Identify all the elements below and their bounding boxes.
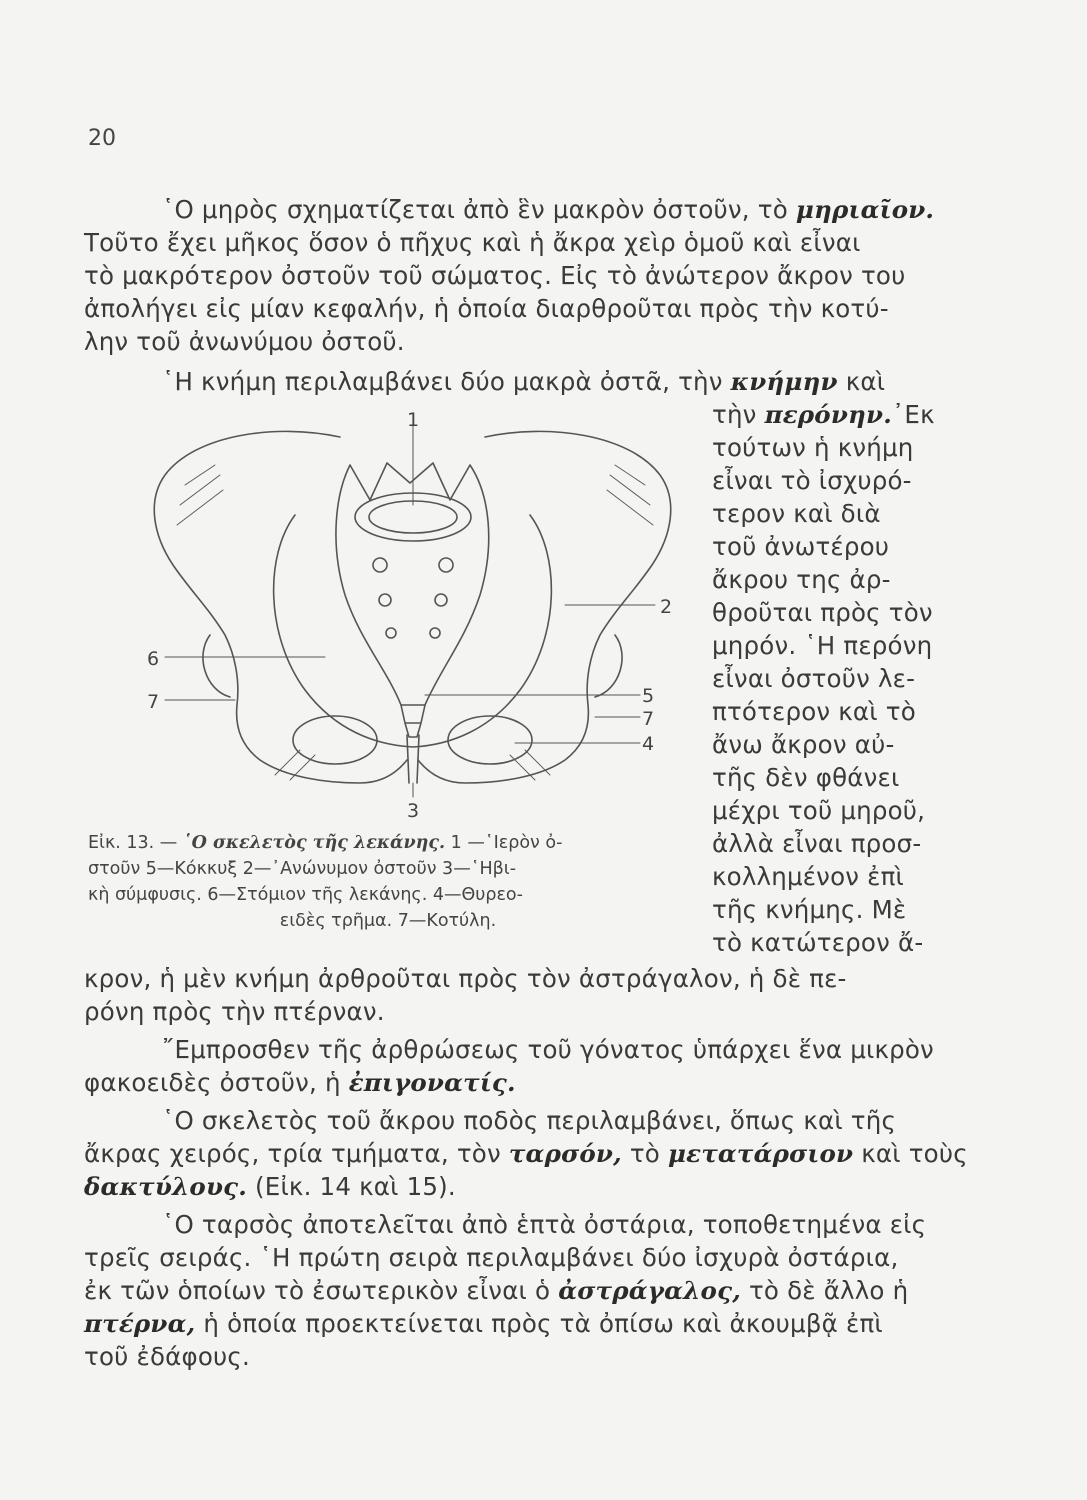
right-obturator-foramen <box>448 716 532 764</box>
pelvis-figure <box>125 405 700 830</box>
para2-line2: κρον, ἡ μὲν κνήμη ἀρθροῦται πρὸς τὸν ἀστράγαλον, ἡ δὲ πε- <box>84 964 847 993</box>
term-toes: δακτύλους. <box>84 1172 248 1201</box>
pubic-symphysis <box>407 735 419 783</box>
right-ilium <box>418 431 671 783</box>
fig-label-5: 5 <box>642 685 655 707</box>
left-obturator-foramen <box>293 716 377 764</box>
fig-label-7-left: 7 <box>147 691 160 713</box>
right-acetabulum <box>595 635 622 697</box>
para1-line4: ἀπολήγει εἰς μίαν κεφαλήν, ἡ ὁποία διαρθροῦται πρὸς τὴν κοτύ- <box>84 294 889 323</box>
left-ilium <box>154 431 407 783</box>
para2-side-line12: τῆς δὲν φθάνει <box>712 763 900 792</box>
term-fibula: περόνην. <box>764 400 892 429</box>
para1-line3: τὸ μακρότερον ὀστοῦν τοῦ σώματος. Εἰς τὸ ἀνώτερον ἄκρον του <box>84 261 906 290</box>
left-acetabulum <box>203 635 230 697</box>
para4-line3: δακτύλους. (Εἰκ. 14 καὶ 15). <box>84 1172 456 1201</box>
para2-side-line6: ἄκρου της ἀρ- <box>712 565 891 594</box>
para2-side-line8: μηρόν. ῾Η περόνη <box>712 631 933 660</box>
para2-side-line10: πτότερον καὶ τὸ <box>712 697 916 726</box>
caption-line2: στοῦν 5—Κόκκυξ 2—᾿Ανώνυμον ὀστοῦν 3—῾Ηβι- <box>88 859 517 879</box>
para1-line5: λην τοῦ ἀνωνύμου ὀστοῦ. <box>84 327 405 356</box>
para4-line2: ἄκρας χειρός, τρία τμήματα, τὸν ταρσόν, τὸ μετατάρσιον καὶ τοὺς <box>84 1139 968 1168</box>
para5-line3: ἐκ τῶν ὁποίων τὸ ἐσωτερικὸν εἶναι ὁ ἀστράγαλος, τὸ δὲ ἄλλο ἡ <box>84 1276 909 1305</box>
para5-line1: ῾Ο ταρσὸς ἀποτελεῖται ἀπὸ ἑπτὰ ὀστάρια, τοποθετημένα εἰς <box>162 1210 927 1239</box>
para3-line1: ῎Εμπροσθεν τῆς ἀρθρώσεως τοῦ γόνατος ὑπάρχει ἕνα μικρὸν <box>162 1035 934 1064</box>
para2-side-line5: τοῦ ἀνωτέρου <box>712 532 890 561</box>
para2-side-line9: εἶναι ὀστοῦν λε- <box>712 664 916 693</box>
caption-line3: κὴ σύμφυσις. 6—Στόμιον τῆς λεκάνης. 4—Θυρεο- <box>88 885 523 905</box>
para5-line2: τρεῖς σειράς. ῾Η πρώτη σειρὰ περιλαμβάνει δύο ἰσχυρὰ ὀστάρια, <box>84 1243 899 1272</box>
para2-side-line17: τὸ κατώτερον ἄ- <box>712 928 924 957</box>
sacrum <box>336 463 489 705</box>
para1-line1: ῾Ο μηρὸς σχηματίζεται ἀπὸ ἓν μακρὸν ὀστοῦν, τὸ μηριαῖον. <box>162 195 935 224</box>
fig-label-3: 3 <box>407 800 420 822</box>
pelvic-brim <box>274 515 552 747</box>
para2-side-line7: θροῦται πρὸς τὸν <box>712 598 933 627</box>
caption-line1: Εἰκ. 13. — ῾Ο σκελετὸς τῆς λεκάνης. 1 —῾Ιερὸν ὀ- <box>88 833 563 853</box>
para5-line4: πτέρνα, ἡ ὁποία προεκτείνεται πρὸς τὰ ὀπίσω καὶ ἀκουμβᾷ ἐπὶ <box>84 1309 883 1338</box>
para3-line2: φακοειδὲς ὀστοῦν, ἡ ἐπιγονατίς. <box>84 1068 516 1097</box>
para2-side-line13: μέχρι τοῦ μηροῦ, <box>712 796 926 825</box>
term-astragalus: ἀστράγαλος, <box>558 1276 741 1305</box>
term-metatarsus: μετατάρσιον <box>667 1139 854 1168</box>
para2-side-line3: εἶναι τὸ ἰσχυρό- <box>712 466 912 495</box>
caption-line4: ειδὲς τρῆμα. 7—Κοτύλη. <box>279 911 497 931</box>
para5-line5: τοῦ ἐδάφους. <box>84 1342 250 1371</box>
figure-caption <box>88 830 688 934</box>
term-patella: ἐπιγονατίς. <box>348 1068 516 1097</box>
para2-side-line11: ἄνω ἄκρον αὐ- <box>712 730 895 759</box>
term-tarsus: ταρσόν, <box>508 1139 622 1168</box>
fig-label-6: 6 <box>147 648 160 670</box>
coccyx <box>401 705 425 737</box>
para2-side-line15: κολλημένον ἐπὶ <box>712 862 905 891</box>
fig-label-4: 4 <box>642 733 655 755</box>
term-tibia: κνήμην <box>730 367 838 396</box>
caption-title: ῾Ο σκελετὸς τῆς λεκάνης. <box>182 833 446 853</box>
term-calcaneus: πτέρνα, <box>84 1309 196 1338</box>
term-femur: μηριαῖον. <box>795 195 935 224</box>
fig-label-1: 1 <box>407 409 420 431</box>
page-number: 20 <box>88 126 116 151</box>
pelvis-illustration <box>125 405 700 830</box>
fig-label-7-right: 7 <box>642 708 655 730</box>
para2-side-line2: τούτων ἡ κνήμη <box>712 433 914 462</box>
para2-side-line14: ἀλλὰ εἶναι προσ- <box>712 829 922 858</box>
para4-line1: ῾Ο σκελετὸς τοῦ ἄκρου ποδὸς περιλαμβάνει, ὅπως καὶ τῆς <box>162 1106 897 1135</box>
para2-line3: ρόνη πρὸς τὴν πτέρναν. <box>84 997 385 1026</box>
fig-label-2: 2 <box>660 596 673 618</box>
para2-line1: ῾Η κνήμη περιλαμβάνει δύο μακρὰ ὀστᾶ, τὴν κνήμην καὶ <box>162 367 886 396</box>
para2-side-line4: τερον καὶ διὰ <box>712 499 881 528</box>
para2-side-line1: τὴν περόνην.᾿Εκ <box>712 400 935 429</box>
para1-line2: Τοῦτο ἔχει μῆκος ὅσον ὁ πῆχυς καὶ ἡ ἄκρα χεὶρ ὁμοῦ καὶ εἶναι <box>84 228 861 257</box>
para2-side-line16: τῆς κνήμης. Μὲ <box>712 895 907 924</box>
